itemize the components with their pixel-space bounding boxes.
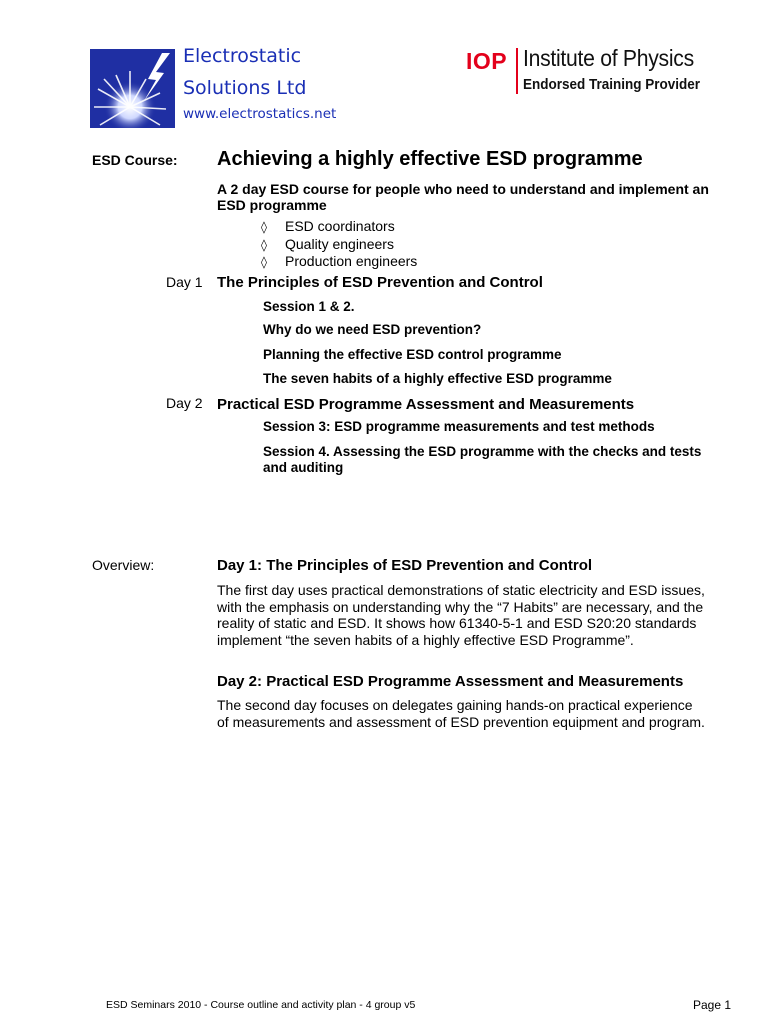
day-1-session: Planning the effective ESD control programme	[263, 347, 562, 362]
overview-day-2-heading: Day 2: Practical ESD Programme Assessment and Measurements	[217, 673, 684, 690]
spark-burst-icon	[90, 49, 175, 128]
day-1-session: The seven habits of a highly effective ESD programme	[263, 371, 612, 386]
day-1-session: Session 1 & 2.	[263, 299, 355, 314]
day-1-title: The Principles of ESD Prevention and Control	[217, 274, 543, 291]
company-name-line-1: Electrostatic	[183, 45, 302, 67]
company-url-link[interactable]: www.electrostatics.net	[183, 106, 337, 122]
footer-page-number: Page 1	[693, 998, 732, 1012]
overview-day-1-text: The first day uses practical demonstrations of static electricity and ESD issues, with the emphasis on understanding why the “7 Habits” are necessary, and the reality of static and ESD. It shows how 61340-5-1 and ESD S20:20 standards implement “the seven habits of a highly effective ESD Programme”.	[217, 582, 705, 648]
course-subtitle: A 2 day ESD course for people who need to understand and implement an ESD programme	[217, 181, 709, 213]
diamond-bullet-icon: ◊	[261, 220, 267, 234]
day-1-session: Why do we need ESD prevention?	[263, 322, 482, 337]
audience-item-label: Production engineers	[285, 253, 418, 269]
diamond-bullet-icon: ◊	[261, 255, 267, 269]
iop-tagline: Endorsed Training Provider	[523, 76, 701, 93]
footer-document-info: ESD Seminars 2010 - Course outline and activity plan - 4 group v5	[106, 999, 416, 1011]
day-1-label: Day 1	[166, 274, 203, 290]
audience-item-label: Quality engineers	[285, 236, 394, 252]
overview-day-2-text: The second day focuses on delegates gaining hands-on practical experience of measurements and assessment of ESD prevention equipment and program.	[217, 697, 705, 730]
audience-item	[261, 236, 394, 254]
day-2-title: Practical ESD Programme Assessment and Measurements	[217, 396, 635, 413]
company-logo	[90, 49, 175, 128]
overview-label: Overview:	[92, 557, 155, 573]
iop-institute-name: Institute of Physics	[523, 45, 694, 71]
audience-item	[261, 218, 395, 236]
overview-day-1-heading: Day 1: The Principles of ESD Prevention and Control	[217, 557, 593, 574]
audience-item-label: ESD coordinators	[285, 218, 395, 234]
day-2-label: Day 2	[166, 395, 203, 411]
company-name-line-2: Solutions Ltd	[183, 77, 307, 99]
diamond-bullet-icon: ◊	[261, 238, 267, 252]
iop-divider	[516, 48, 518, 94]
audience-item	[261, 253, 417, 271]
iop-logo-mark: IOP	[466, 48, 508, 74]
day-2-session: Session 3: ESD programme measurements and test methods	[263, 419, 655, 434]
course-title: Achieving a highly effective ESD programme	[217, 148, 643, 170]
day-2-session: Session 4. Assessing the ESD programme with the checks and tests and auditing	[263, 444, 702, 475]
course-label: ESD Course:	[92, 152, 178, 168]
